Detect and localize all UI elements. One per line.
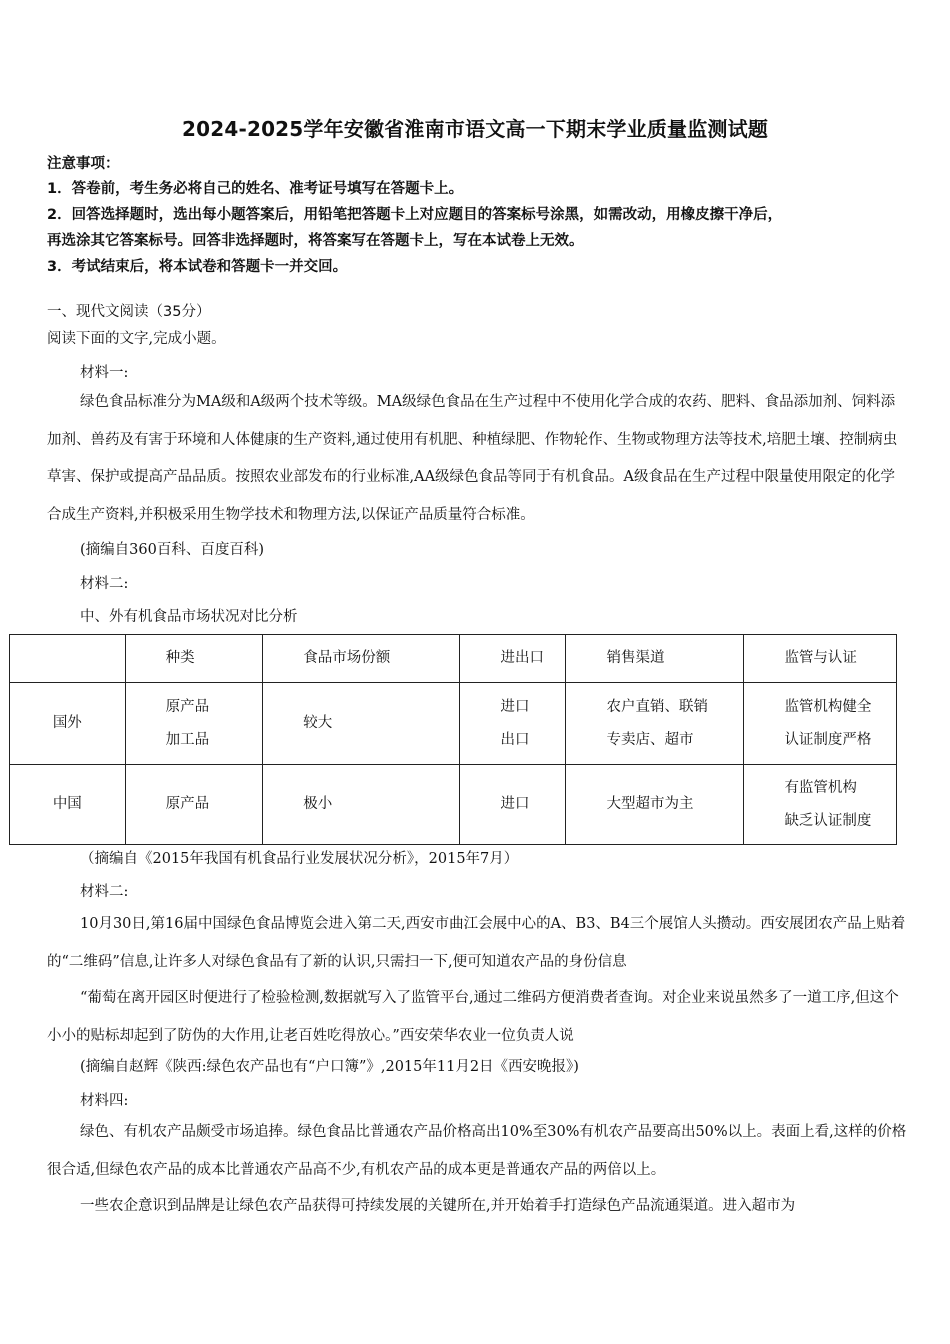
material3-text-1: 10月30日,第16届中国绿色食品博览会进入第二天,西安市曲江会展中心的A、B3、B4三个展馆人头攒动。西安展团农产品上贴着的“二维码”信息,让许多人对绿色食品有了新的认识,只需扫一下,便可知道农产品的身份信息: [47, 916, 906, 970]
table-header-row: [10, 635, 897, 683]
material4-text-2: 一些农企意识到品牌是让绿色农产品获得可持续发展的关键所在,并开始着手打造绿色产品流通渠道。进入超市为: [80, 1198, 796, 1214]
table-cell: 有监管机构 缺乏认证制度: [744, 765, 897, 845]
table-cell: 大型超市为主: [566, 765, 744, 845]
notice-item-2-cont: 再选涂其它答案标号。回答非选择题时，将答案写在答题卡上，写在本试卷上无效。: [47, 233, 584, 249]
exam-title: 2024-2025学年安徽省淮南市语文高一下期末学业质量监测试题: [181, 117, 769, 141]
table-cell: 原产品: [125, 765, 263, 845]
material1-source: (摘编自360百科、百度百科): [80, 542, 264, 558]
table-row: [10, 765, 897, 845]
notice-item-1: 1．答卷前，考生务必将自己的姓名、准考证号填写在答题卡上。: [47, 181, 464, 197]
header-cell: 进出口: [460, 635, 566, 683]
table-cell: 进口: [460, 765, 566, 845]
table-cell: 进口 出口: [460, 683, 566, 765]
material1-label: 材料一:: [80, 365, 129, 381]
header-cell: 食品市场份额: [263, 635, 460, 683]
table-cell: 国外: [10, 683, 126, 765]
table-cell: 较大: [263, 683, 460, 765]
material3-label: 材料二:: [80, 884, 129, 900]
table-cell: 极小: [263, 765, 460, 845]
table-caption: 中、外有机食品市场状况对比分析: [80, 609, 298, 625]
section-heading: 一、现代文阅读（35分）: [47, 304, 211, 320]
header-cell: 种类: [125, 635, 263, 683]
material3-source: (摘编自赵辉《陕西:绿色农产品也有“户口簿”》,2015年11月2日《西安晚报》): [80, 1059, 579, 1075]
material2-label: 材料二:: [80, 576, 129, 592]
material4-text-1: 绿色、有机农产品颇受市场追捧。绿色食品比普通农产品价格高出10%至30%有机农产品要高出50%以上。表面上看,这样的价格很合适,但绿色农产品的成本比普通农产品高不少,有机农产品的成本更是普通农产品的两倍以上。: [47, 1124, 907, 1178]
table-cell: 农户直销、联销 专卖店、超市: [566, 683, 744, 765]
material2-source: （摘编自《2015年我国有机食品行业发展状况分析》，2015年7月）: [80, 851, 519, 867]
header-cell: [10, 635, 126, 683]
table-row: [10, 683, 897, 765]
material4-label: 材料四:: [80, 1093, 129, 1109]
notice-item-3: 3．考试结束后，将本试卷和答题卡一并交回。: [47, 259, 348, 275]
material1-text: 绿色食品标准分为MA级和A级两个技术等级。MA级绿色食品在生产过程中不使用化学合成的农药、肥料、食品添加剂、饲料添加剂、兽药及有害于环境和人体健康的生产资料,通过使用有机肥、种植绿肥、作物轮作、生物或物理方法等技术,培肥土壤、控制病虫草害、保护或提高产品品质。按照农业部发布的行业标准,AA级绿色食品等同于有机食品。A级食品在生产过程中限量使用限定的化学合成生产资料,并积极采用生物学技术和物理方法,以保证产品质量符合标准。: [47, 394, 898, 523]
notice-heading: 注意事项：: [47, 156, 120, 172]
notice-item-2: 2．回答选择题时，选出每小题答案后，用铅笔把答题卡上对应题目的答案标号涂黑，如需改动，用橡皮擦干净后，: [47, 207, 783, 223]
comparison-table: [9, 634, 897, 845]
section-instruction: 阅读下面的文字,完成小题。: [47, 331, 226, 347]
header-cell: 销售渠道: [566, 635, 744, 683]
table-cell: 中国: [10, 765, 126, 845]
material3-text-2: “葡萄在离开园区时便进行了检验检测,数据就写入了监管平台,通过二维码方便消费者查询。对企业来说虽然多了一道工序,但这个小小的贴标却起到了防伪的大作用,让老百姓吃得放心。”西安荣华农业一位负责人说: [47, 990, 899, 1044]
table-cell: 监管机构健全 认证制度严格: [744, 683, 897, 765]
table-cell: 原产品 加工品: [125, 683, 263, 765]
header-cell: 监管与认证: [744, 635, 897, 683]
